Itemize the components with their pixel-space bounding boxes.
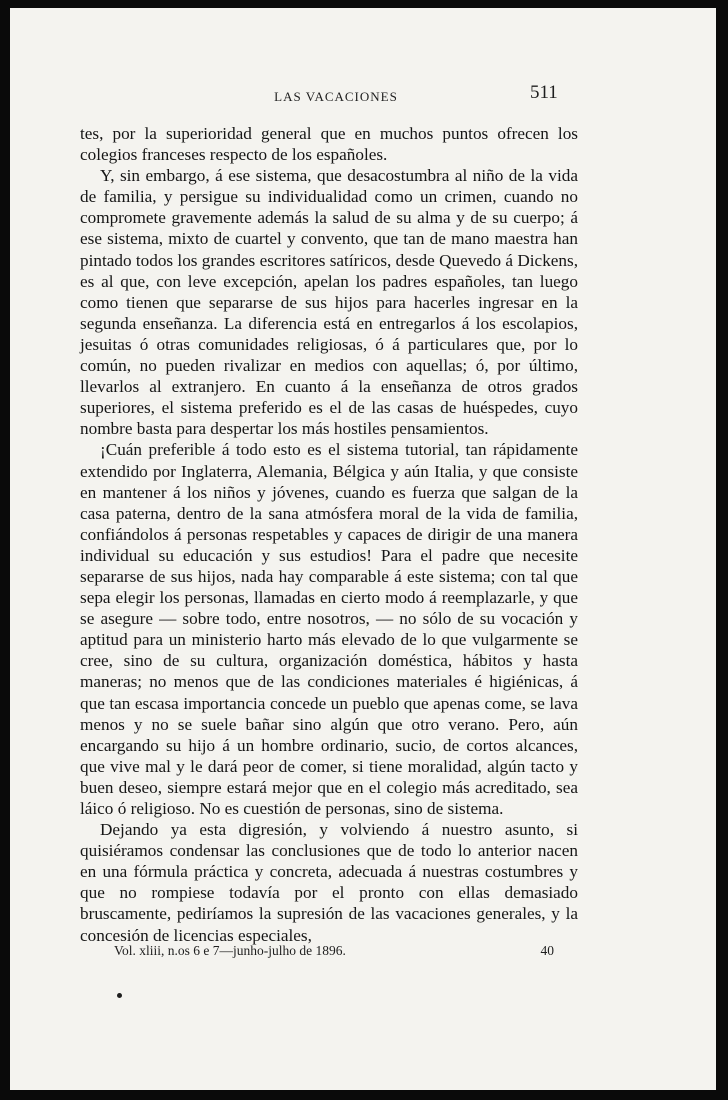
ink-dot — [117, 993, 122, 998]
footer — [114, 943, 554, 959]
paragraph-1: tes, por la superioridad general que en muchos puntos ofrecen los colegios franceses respecto de los españoles. — [80, 124, 578, 165]
paragraph-4: Dejando ya esta digresión, y volviendo á nuestro asunto, si quisiéramos condensar las conclusiones que de todo lo anterior nacen en una fórmula práctica y concreta, adecuada á nuestras costumbres y que no rompiese todavía por el pronto con ellas demasiado bruscamente, pediríamos la supresión de las vacaciones generales, y la concesión de licencias especiales, — [80, 820, 578, 945]
paragraph-2: Y, sin embargo, á ese sistema, que desacostumbra al niño de la vida de familia, y persigue su individualidad como un crimen, cuando no compromete gravemente además la salud de su alma y de su cuerpo; á ese sistema, mixto de cuartel y convento, que tan de mano maestra han pintado todos los grandes escritores satíricos, desde Quevedo á Dickens, es al que, con leve excepción, apelan los padres españoles, tan luego como tienen que separarse de sus hijos para hacerles ingresar en la segunda enseñanza. La diferencia está en entregarlos á los escolapios, jesuitas ó otras comunidades religiosas, ó á particulares que, por lo común, no pueden rivalizar en medios con aquellas; ó, por último, llevarlos al extranjero. En cuanto á la enseñanza de otros grados superiores, el sistema preferido es el de las casas de huéspedes, cuyo nombre basta para despertar los más hostiles pensamientos. — [80, 166, 578, 439]
paragraph-3: ¡Cuán preferible á todo esto es el sistema tutorial, tan rápidamente extendido por Inglaterra, Alemania, Bélgica y aún Italia, y que consiste en mantener á los niños y jóvenes, cuando es fuerza que salgan de la casa paterna, dentro de la sana atmósfera moral de la vida de familia, confiándolos á personas respetables y capaces de dirigir de una manera individual su educación y sus estudios! Para el padre que necesite separarse de sus hijos, nada hay comparable á este sistema; con tal que sepa elegir los personas, llamadas en cierto modo á reemplazarle, y que se asegure — sobre todo, entre nosotros, — no sólo de su vocación y aptitud para un ministerio harto más elevado de lo que vulgarmente se cree, sino de su cultura, organización doméstica, hábitos y hasta maneras; no menos que de las condiciones materiales é higiénicas, á que tan escasa importancia concede un pueblo que apenas come, se lava menos y no se suele bañar sino algún que otro verano. Pero, aún encargando su hijo á un hombre ordinario, sucio, de cortos alcances, que vive mal y le dará peor de comer, si tiene moralidad, algún tacto y buen deseo, siempre estará mejor que en el colegio más acreditado, sea láico ó religioso. No es cuestión de personas, sino de sistema. — [80, 440, 578, 818]
body-text — [80, 123, 578, 946]
page-number: 511 — [530, 82, 558, 103]
footer-signature: 40 — [540, 943, 554, 958]
running-head-title: LAS VACACIONES — [274, 89, 398, 104]
book-page — [10, 8, 716, 1090]
footer-volume: Vol. xliii, n.os 6 e 7—junho-julho de 1896. — [114, 943, 346, 958]
